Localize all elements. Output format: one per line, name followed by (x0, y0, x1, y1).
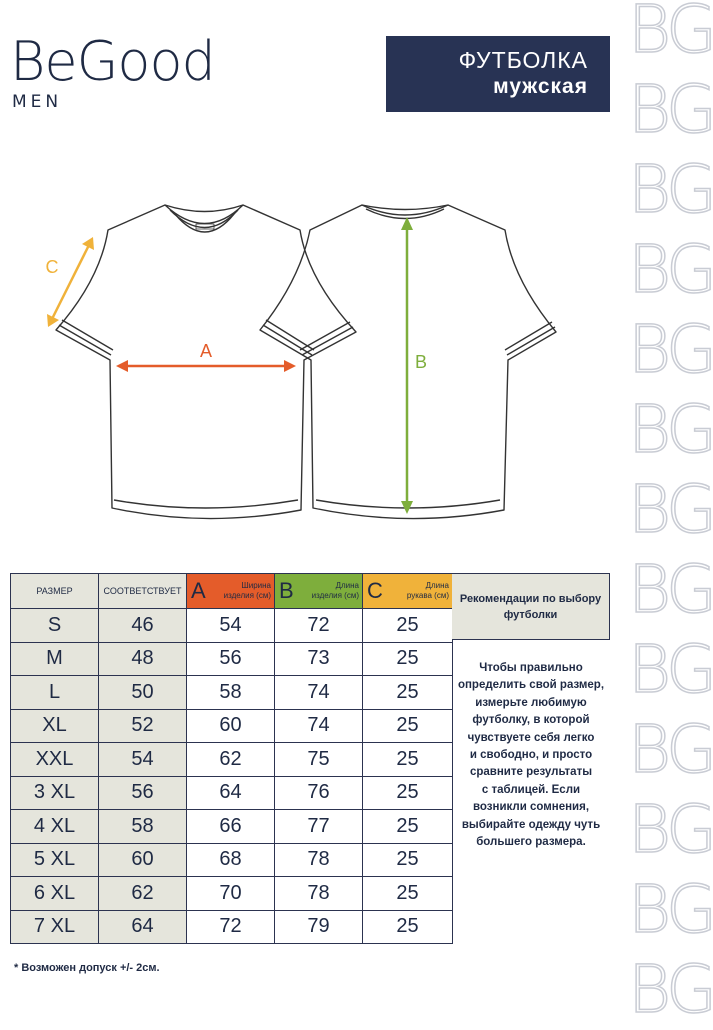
product-title: ФУТБОЛКА (458, 47, 588, 73)
table-row (11, 642, 453, 676)
cell-c: 25 (363, 642, 453, 676)
cell-size: 4 XL (11, 810, 99, 844)
cell-c: 25 (363, 776, 453, 810)
cell-c: 25 (363, 709, 453, 743)
cell-b: 78 (275, 877, 363, 911)
product-subtitle: мужская (493, 75, 588, 98)
watermark-mark: BG (628, 791, 713, 868)
cell-corresponds: 58 (99, 810, 187, 844)
header-b (275, 574, 363, 609)
measure-b-arrow (401, 217, 413, 514)
tshirt-sketch (0, 150, 620, 530)
brand-subtitle: MEN (12, 92, 63, 112)
cell-size: 6 XL (11, 877, 99, 911)
header-c-text1: Длина (425, 581, 449, 590)
cell-size: S (11, 609, 99, 643)
header-a-text2: изделия (см) (223, 591, 271, 600)
cell-c: 25 (363, 877, 453, 911)
cell-size: 7 XL (11, 910, 99, 944)
table-row (11, 709, 453, 743)
header-c (363, 574, 453, 609)
cell-b: 78 (275, 843, 363, 877)
table-row (11, 810, 453, 844)
header-b-letter: B (279, 578, 294, 603)
cell-corresponds: 50 (99, 676, 187, 710)
cell-c: 25 (363, 609, 453, 643)
cell-b: 77 (275, 810, 363, 844)
table-row (11, 843, 453, 877)
watermark-mark: BG (628, 311, 713, 388)
cell-b: 74 (275, 709, 363, 743)
header-a (187, 574, 275, 609)
cell-size: XL (11, 709, 99, 743)
cell-a: 64 (187, 776, 275, 810)
product-title-box (386, 36, 610, 112)
table-row (11, 877, 453, 911)
cell-b: 76 (275, 776, 363, 810)
cell-size: L (11, 676, 99, 710)
cell-corresponds: 54 (99, 743, 187, 777)
watermark-mark: BG (628, 471, 713, 548)
recommendation-line: сравните результаты (469, 766, 593, 779)
table-row (11, 743, 453, 777)
cell-a: 60 (187, 709, 275, 743)
watermark-mark: BG (628, 951, 713, 1028)
cell-c: 25 (363, 676, 453, 710)
header-size: РАЗМЕР (11, 574, 99, 609)
cell-c: 25 (363, 910, 453, 944)
recommendation-line: и свободно, и просто (469, 749, 593, 762)
recommendation-line: футболку, в которой (472, 714, 590, 727)
cell-corresponds: 48 (99, 642, 187, 676)
recommendation-line: возникли сомнения, (472, 801, 590, 814)
cell-a: 56 (187, 642, 275, 676)
cell-a: 68 (187, 843, 275, 877)
cell-corresponds: 62 (99, 877, 187, 911)
cell-b: 75 (275, 743, 363, 777)
recommendations-heading-line: футболки (503, 609, 558, 621)
recommendations-heading (452, 573, 610, 640)
watermark-mark: BG (628, 231, 713, 308)
recommendation-line: выбирайте одежду чуть (461, 818, 601, 831)
cell-a: 72 (187, 910, 275, 944)
header-b-text1: Длина (335, 581, 359, 590)
cell-corresponds: 64 (99, 910, 187, 944)
recommendation-line: большего размера. (476, 836, 586, 849)
cell-c: 25 (363, 810, 453, 844)
watermark-mark: BG (628, 71, 713, 148)
cell-corresponds: 60 (99, 843, 187, 877)
recommendation-line: Чтобы правильно (479, 662, 583, 674)
cell-c: 25 (363, 743, 453, 777)
cell-a: 70 (187, 877, 275, 911)
watermark-column (628, 0, 713, 1028)
brand-logo (10, 30, 215, 112)
cell-size: XXL (11, 743, 99, 777)
header-c-letter: C (367, 578, 383, 603)
recommendation-line: чувствуете себя легко (467, 731, 595, 744)
measure-a-arrow (116, 360, 296, 372)
header-c-text2: рукава (см) (406, 591, 449, 600)
measure-b-label: B (414, 352, 428, 372)
header-a-letter: A (191, 578, 206, 603)
cell-b: 72 (275, 609, 363, 643)
cell-a: 62 (187, 743, 275, 777)
table-row (11, 676, 453, 710)
size-table (10, 573, 453, 944)
cell-size: 5 XL (11, 843, 99, 877)
header-a-text1: Ширина (241, 581, 271, 590)
cell-b: 74 (275, 676, 363, 710)
watermark-mark: BG (628, 391, 713, 468)
measure-c-label: C (45, 257, 59, 277)
watermark-mark: BG (628, 871, 713, 948)
recommendation-line: с таблицей. Если (481, 783, 581, 796)
recommendation-line: определить свой размер, (457, 679, 605, 692)
tolerance-footnote: * Возможен допуск +/- 2см. (14, 962, 160, 974)
table-header-row (11, 574, 453, 609)
watermark-mark: BG (628, 151, 713, 228)
brand-name: BeGood (10, 30, 215, 93)
cell-a: 66 (187, 810, 275, 844)
table-row (11, 910, 453, 944)
recommendations-text (454, 660, 608, 851)
measure-a-label: A (199, 341, 213, 361)
cell-b: 73 (275, 642, 363, 676)
cell-a: 58 (187, 676, 275, 710)
recommendation-line: измерьте любимую (475, 696, 587, 709)
watermark-mark: BG (628, 711, 713, 788)
table-row (11, 776, 453, 810)
watermark-mark: BG (628, 0, 713, 68)
measure-c-arrow (47, 237, 94, 327)
header-corresponds: СООТВЕТСТВУЕТ (99, 574, 187, 609)
header-b-text2: изделия (см) (311, 591, 359, 600)
cell-a: 54 (187, 609, 275, 643)
cell-size: 3 XL (11, 776, 99, 810)
cell-b: 79 (275, 910, 363, 944)
cell-size: M (11, 642, 99, 676)
cell-corresponds: 52 (99, 709, 187, 743)
table-row (11, 609, 453, 643)
cell-corresponds: 56 (99, 776, 187, 810)
cell-c: 25 (363, 843, 453, 877)
cell-corresponds: 46 (99, 609, 187, 643)
watermark-mark: BG (628, 551, 713, 628)
watermark-mark: BG (628, 631, 713, 708)
recommendations-heading-line: Рекомендации по выбору (459, 593, 602, 605)
